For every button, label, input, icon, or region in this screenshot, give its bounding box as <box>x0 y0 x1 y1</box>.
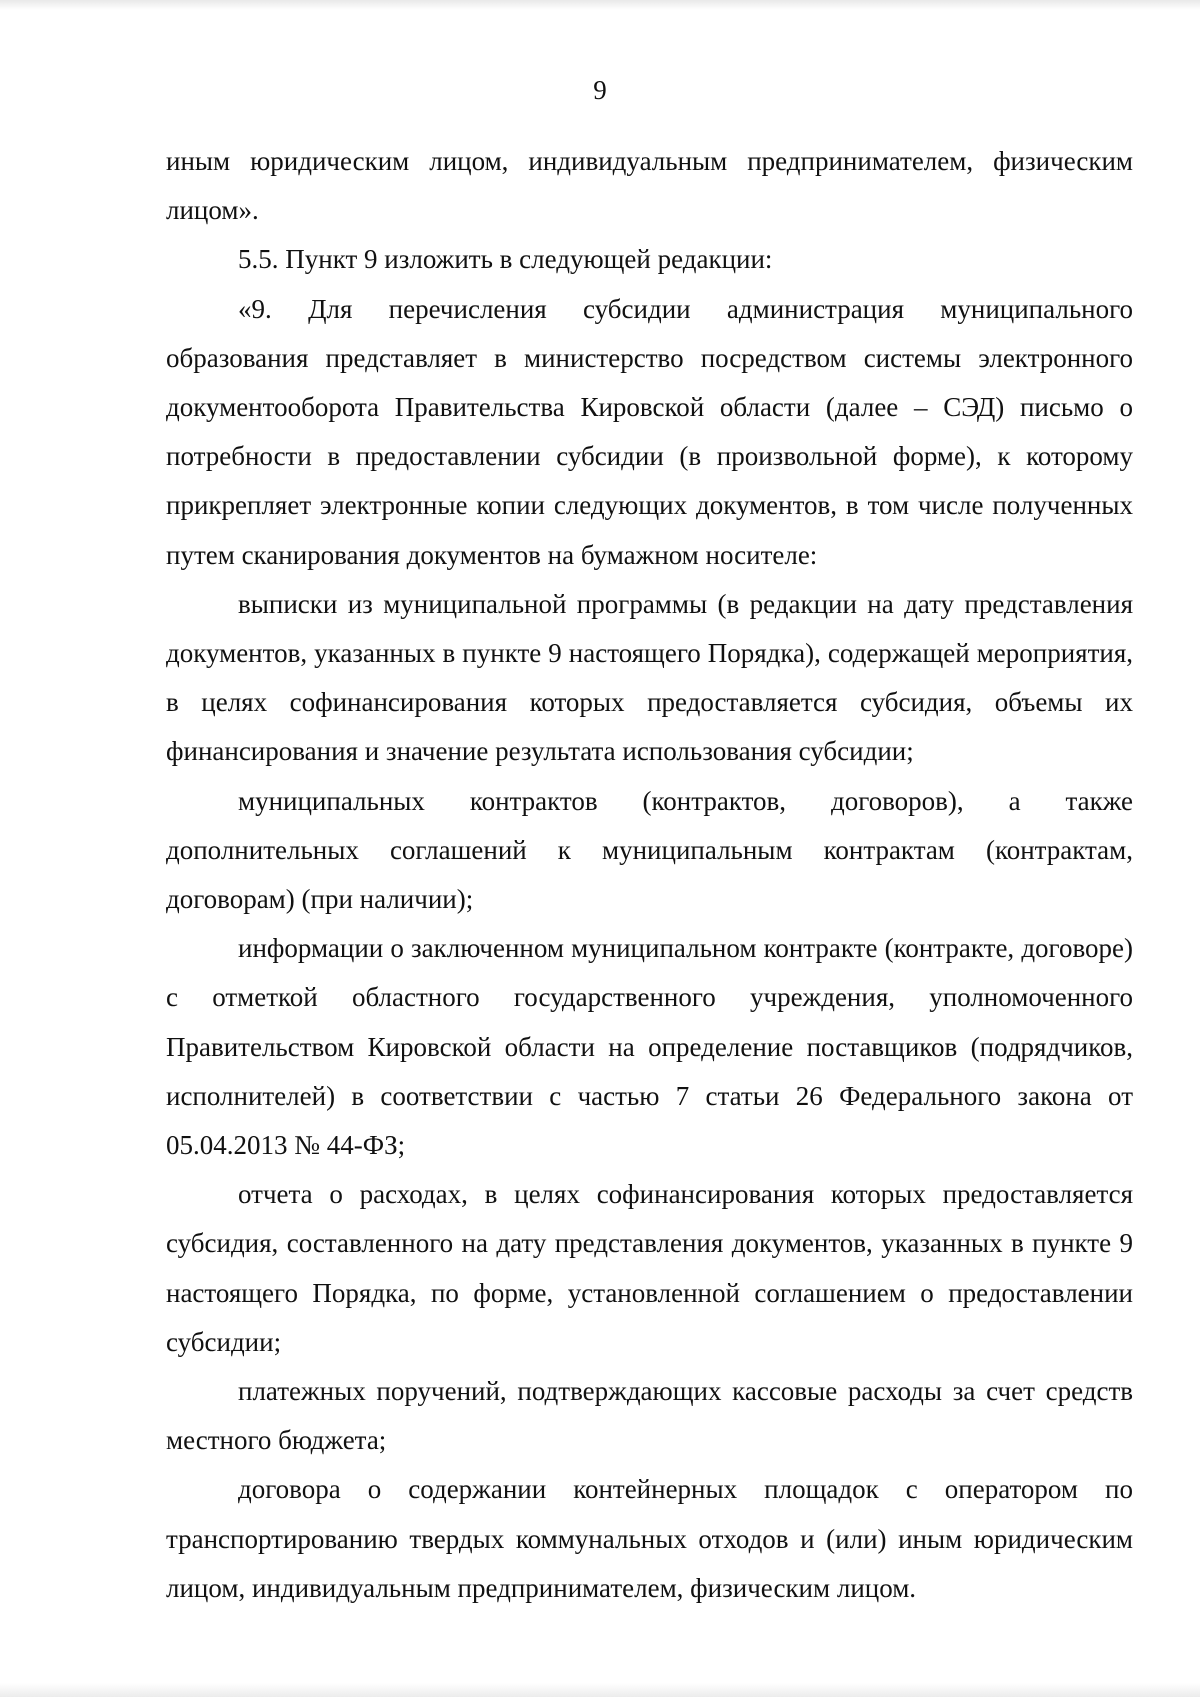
document-body <box>166 137 1133 1613</box>
page-number: 9 <box>593 75 607 105</box>
paragraph-continuation: иным юридическим лицом, индивидуальным предпринимателем, физическим лицом». <box>166 146 1133 226</box>
paragraph-expense-report: отчета о расходах, в целях софинансирования которых предоставляется субсидия, составленного на дату представления документов, указанных в пункте 9 настоящего Порядка, по форме, установленной соглашением о предоставлении субсидии; <box>166 1179 1133 1357</box>
paragraph-payment-orders: платежных поручений, подтверждающих кассовые расходы за счет средств местного бюджета; <box>166 1376 1133 1456</box>
scan-top-edge <box>0 0 1200 10</box>
paragraph-contract-information: информации о заключенном муниципальном контракте (контракте, договоре) с отметкой областного государственного учреждения, уполномоченного Правительством Кировской области на определение поставщиков (подрядчиков, исполнителей) в соответствии с частью 7 статьи 26 Федерального закона от 05.04.2013 № 44-ФЗ; <box>166 933 1133 1161</box>
paragraph-container-sites-agreement: договора о содержании контейнерных площадок с оператором по транспортированию твердых коммунальных отходов и (или) иным юридическим лицом, индивидуальным предпринимателем, физическим лицом. <box>166 1474 1133 1603</box>
paragraph-program-extract: выписки из муниципальной программы (в редакции на дату представления документов, указанных в пункте 9 настоящего Порядка), содержащей мероприятия, в целях софинансирования которых предоставляется субсидия, объемы их финансирования и значение результата использования субсидии; <box>166 588 1133 767</box>
paragraph-contracts: муниципальных контрактов (контрактов, договоров), а также дополнительных соглашений к муниципальным контрактам (контрактам, договорам) (при наличии); <box>166 785 1133 915</box>
scan-bottom-edge <box>0 1683 1200 1697</box>
paragraph-amendment-heading: 5.5. Пункт 9 изложить в следующей редакции: <box>238 244 773 275</box>
paragraph-item-9: «9. Для перечисления субсидии администрация муниципального образования представляет в министерство посредством системы электронного документооборота Правительства Кировской области (далее – СЭД) письмо о потребности в предоставлении субсидии (в произвольной форме), к которому прикрепляет электронные копии следующих документов, в том числе полученных путем сканирования документов на бумажном носителе: <box>166 293 1133 570</box>
